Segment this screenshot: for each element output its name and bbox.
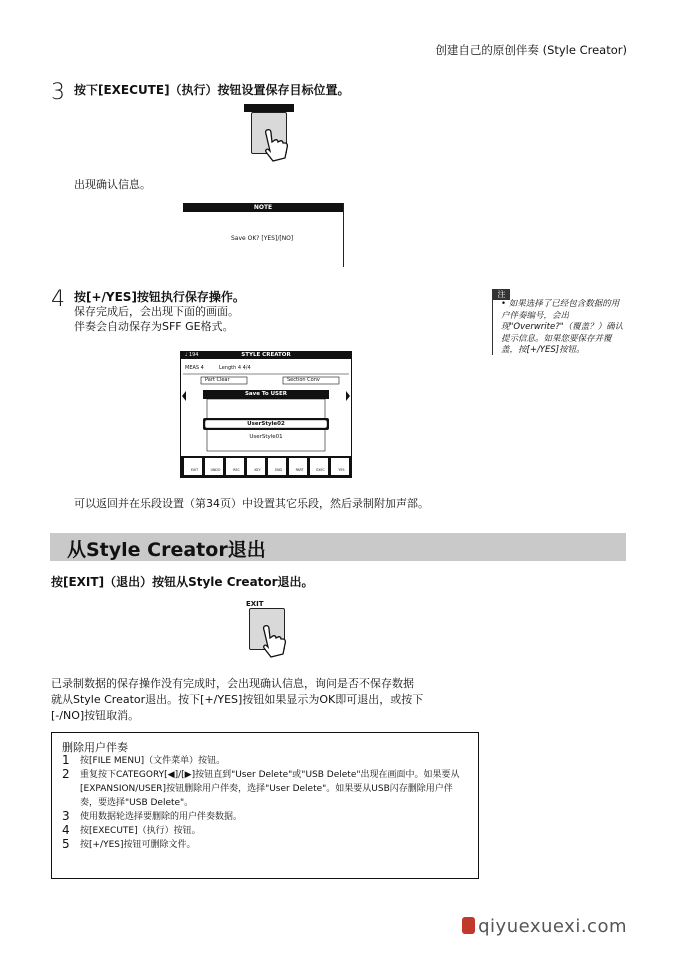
lcd-footer-key: EXEC bbox=[316, 468, 325, 472]
exit-paragraph-line-2: 就从Style Creator退出。按下[+/YES]按钮如果显示为OK即可退出，或按下 bbox=[51, 693, 424, 706]
note-title-bar: NOTE bbox=[183, 203, 343, 212]
side-note-text: • 如果选择了已经包含数据的用户伴奏编号，会出现"Overwrite?"（覆盖？）确认提示信息。如果您要保存并覆盖，按[+/YES]按钮。 bbox=[501, 299, 624, 355]
exit-button-label: EXIT bbox=[246, 600, 264, 608]
execute-button-illustration bbox=[251, 104, 299, 166]
lcd-footer-key: KEY bbox=[254, 468, 261, 472]
step-4-line-2: 伴奏会自动保存为SFF GE格式。 bbox=[74, 320, 234, 333]
section-heading-bar bbox=[50, 533, 626, 561]
step-3-title: 按下[EXECUTE]（执行）按钮设置保存目标位置。 bbox=[74, 83, 350, 97]
lcd-footer-key: UNDO bbox=[210, 468, 221, 472]
section-title: 从Style Creator退出 bbox=[67, 539, 266, 561]
confirm-message-text: Save OK? [YES]/[NO] bbox=[231, 235, 294, 242]
step-number-3: 3 bbox=[51, 80, 65, 105]
lcd-footer-key: END bbox=[275, 468, 282, 472]
note-tag: 注 bbox=[493, 289, 510, 300]
lcd-title: STYLE CREATOR bbox=[241, 352, 291, 358]
tip-title: 删除用户伴奏 bbox=[62, 741, 128, 754]
exit-paragraph-line-1: 已录制数据的保存操作没有完成时，会出现确认信息，询问是否不保存数据 bbox=[51, 677, 414, 690]
tip-steps bbox=[62, 754, 467, 852]
step-4-line-1: 保存完成后，会出现下面的画面。 bbox=[74, 305, 239, 318]
lcd-length: Length 4 4/4 bbox=[219, 365, 251, 371]
lcd-section-conv-tab: Section Conv bbox=[287, 377, 320, 383]
exit-instruction: 按[EXIT]（退出）按钮从Style Creator退出。 bbox=[51, 575, 314, 589]
delete-user-style-box bbox=[51, 732, 479, 879]
confirm-message-screen bbox=[183, 203, 344, 267]
pointing-hand-icon bbox=[261, 128, 291, 164]
step-3-result-text: 出现确认信息。 bbox=[74, 178, 151, 191]
lcd-part-clear-tab: Part Clear bbox=[205, 377, 230, 383]
tip-step: 2 重复按下CATEGORY[◀]/[▶]按钮直到"User Delete"或"USB Delete"出现在画面中。如果要从[EXPANSION/USER]按钮删除用户伴奏，选择"User Delete"。如果要从USB闪存删除用户伴奏，要选择"USB Delete"。 bbox=[62, 767, 460, 808]
lcd-frame-graphics bbox=[181, 352, 351, 477]
lcd-screen bbox=[180, 351, 352, 478]
tip-step: 5 按[+/YES]按钮可删除文件。 bbox=[62, 837, 196, 851]
tip-step: 3 使用数据轮选择要删除的用户伴奏数据。 bbox=[62, 809, 243, 823]
pointing-hand-icon bbox=[259, 624, 289, 660]
watermark: qiyuexuexi.com bbox=[462, 916, 627, 937]
tip-step: 1 按[FILE MENU]（文件菜单）按钮。 bbox=[62, 753, 226, 767]
lcd-footer-key: REC bbox=[233, 468, 240, 472]
lcd-tempo: ♩ 194 bbox=[185, 352, 199, 358]
step-number-4: 4 bbox=[51, 287, 65, 312]
lcd-footer-keys bbox=[184, 468, 352, 472]
step-4-title: 按[+/YES]按钮执行保存操作。 bbox=[74, 290, 245, 304]
page-header: 创建自己的原创伴奏 (Style Creator) bbox=[435, 43, 627, 57]
tip-step: 4 按[EXECUTE]（执行）按钮。 bbox=[62, 823, 201, 837]
lcd-section: MEAS 4 bbox=[185, 365, 204, 371]
exit-paragraph-line-3: [-/NO]按钮取消。 bbox=[51, 709, 140, 722]
lcd-dialog-title: Save To USER bbox=[244, 391, 288, 397]
lcd-footer-key: YES bbox=[338, 468, 345, 472]
step-4-result-text: 可以返回并在乐段设置（第34页）中设置其它乐段，然后录制附加声部。 bbox=[74, 497, 429, 510]
lcd-selected-item: UserStyle02 bbox=[247, 421, 285, 427]
button-label-bar bbox=[244, 104, 294, 112]
lcd-footer-key: EXIT bbox=[190, 468, 199, 472]
side-note bbox=[492, 289, 625, 355]
watermark-logo-icon bbox=[462, 917, 475, 934]
lcd-footer-key: PART bbox=[295, 468, 304, 472]
lcd-item-2: UserStyle01 bbox=[249, 434, 283, 440]
exit-button-illustration bbox=[246, 600, 297, 662]
